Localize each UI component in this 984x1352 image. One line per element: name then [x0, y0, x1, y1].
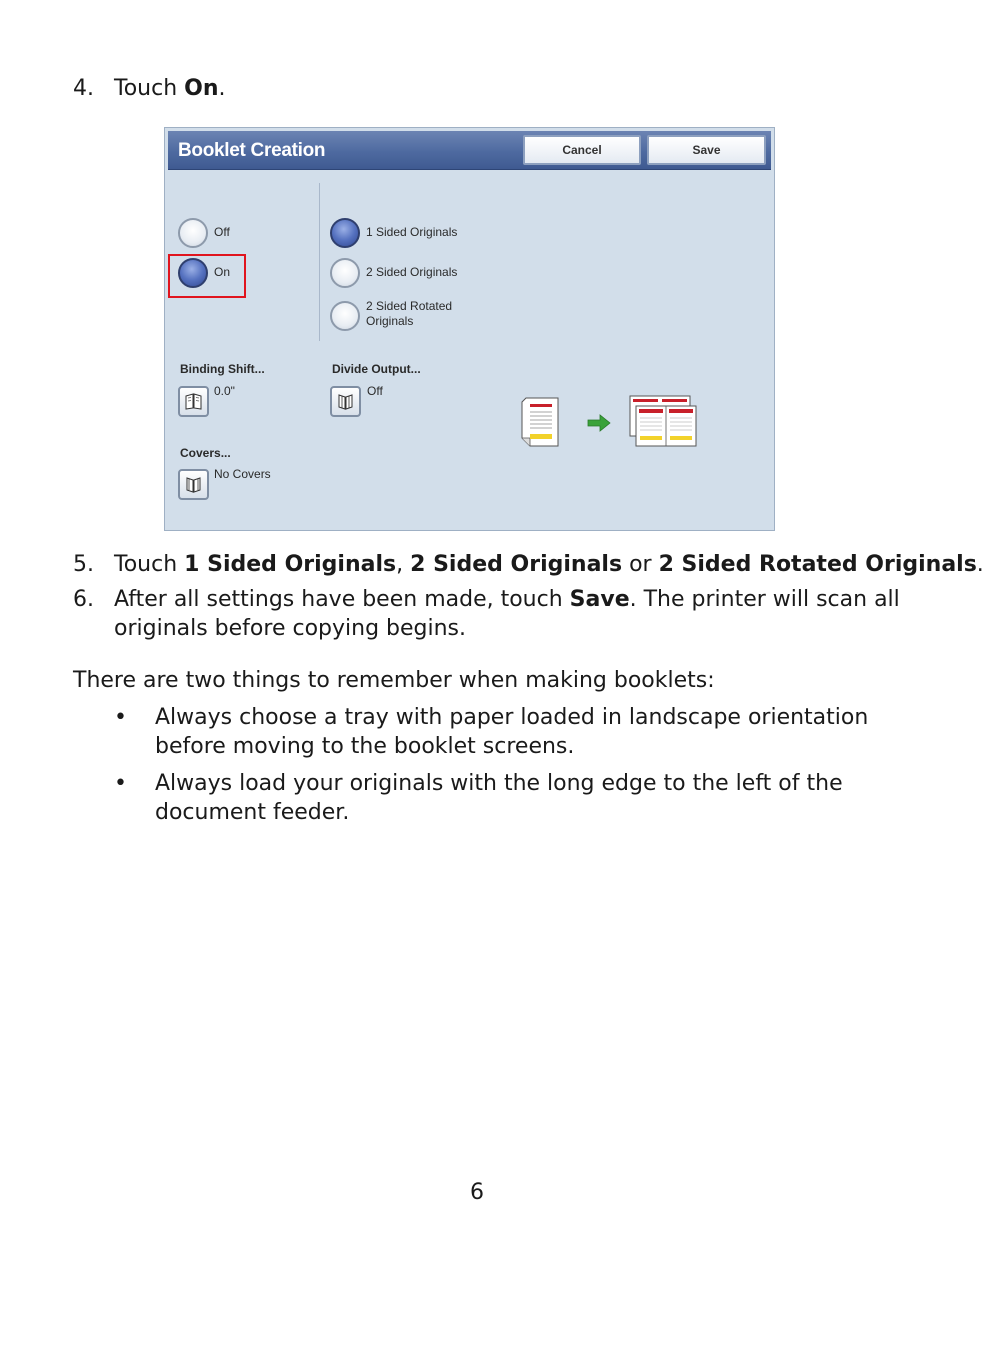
step-number: 5. — [73, 552, 94, 577]
on-highlight-box — [168, 254, 246, 298]
step-text-bold: 2 Sided Rotated Originals — [658, 552, 977, 577]
binding-shift-value: 0.0" — [214, 384, 235, 398]
two-sided-label: 2 Sided Originals — [366, 265, 458, 279]
booklet-creation-screen — [164, 127, 775, 531]
two-sided-radio[interactable] — [330, 258, 360, 288]
step-text-bold: 2 Sided Originals — [410, 552, 623, 577]
covers-value: No Covers — [214, 467, 271, 481]
page-number: 6 — [470, 1180, 484, 1205]
column-divider — [319, 183, 320, 341]
bullet-1-marker: • — [114, 705, 127, 730]
step-text-suffix: . — [218, 76, 226, 101]
cover-book-icon — [185, 476, 202, 493]
covers-label: Covers... — [180, 446, 231, 460]
screen-title: Booklet Creation — [178, 140, 326, 161]
divide-output-label: Divide Output... — [332, 362, 421, 376]
one-sided-radio[interactable] — [330, 218, 360, 248]
binding-shift-button[interactable] — [178, 386, 209, 417]
step-text-prefix: Touch — [114, 76, 185, 101]
two-sided-rotated-label: 2 Sided Rotated Originals — [366, 299, 453, 328]
step-text-bold: Save — [569, 587, 630, 612]
step-6-line-2: originals before copying begins. — [114, 616, 467, 641]
step-text — [114, 74, 226, 103]
on-label: On — [214, 265, 231, 279]
original-document-icon — [522, 398, 558, 446]
one-sided-label: 1 Sided Originals — [366, 225, 458, 239]
booklet-output-icon — [630, 396, 696, 446]
step-text-separator: or — [622, 552, 659, 577]
notes-intro: There are two things to remember when making booklets: — [73, 668, 715, 693]
step-text-suffix: . The printer will scan all — [629, 587, 900, 612]
booklet-illustration — [520, 394, 700, 454]
step-text-separator: , — [396, 552, 411, 577]
covers-button[interactable] — [178, 469, 209, 500]
step-text-bold: On — [184, 76, 219, 101]
booklet-stack-icon — [337, 393, 354, 410]
two-sided-rotated-radio[interactable] — [330, 301, 360, 331]
save-button[interactable]: Save — [647, 135, 766, 165]
step-number: 6. — [73, 587, 94, 612]
divide-output-value: Off — [367, 384, 383, 398]
arrow-right-icon — [588, 415, 610, 431]
step-text — [114, 550, 984, 579]
step-text-prefix: After all settings have been made, touch — [114, 587, 570, 612]
step-number: 4. — [73, 76, 94, 101]
cancel-button[interactable]: Cancel — [523, 135, 641, 165]
divide-output-button[interactable] — [330, 386, 361, 417]
bullet-2-line-2: document feeder. — [155, 800, 350, 825]
bullet-2-line-1: Always load your originals with the long edge to the left of the — [155, 771, 843, 796]
bullet-2-marker: • — [114, 771, 127, 796]
off-radio[interactable] — [178, 218, 208, 248]
book-open-icon — [185, 393, 202, 410]
step-text-suffix: . — [976, 552, 984, 577]
binding-shift-label: Binding Shift... — [180, 362, 265, 376]
step-text-bold: 1 Sided Originals — [184, 552, 397, 577]
title-bar — [168, 131, 771, 170]
off-label: Off — [214, 225, 230, 239]
bullet-1-line-1: Always choose a tray with paper loaded in landscape orientation — [155, 705, 869, 730]
bullet-1-line-2: before moving to the booklet screens. — [155, 734, 575, 759]
step-text — [114, 585, 900, 614]
step-text-prefix: Touch — [114, 552, 185, 577]
